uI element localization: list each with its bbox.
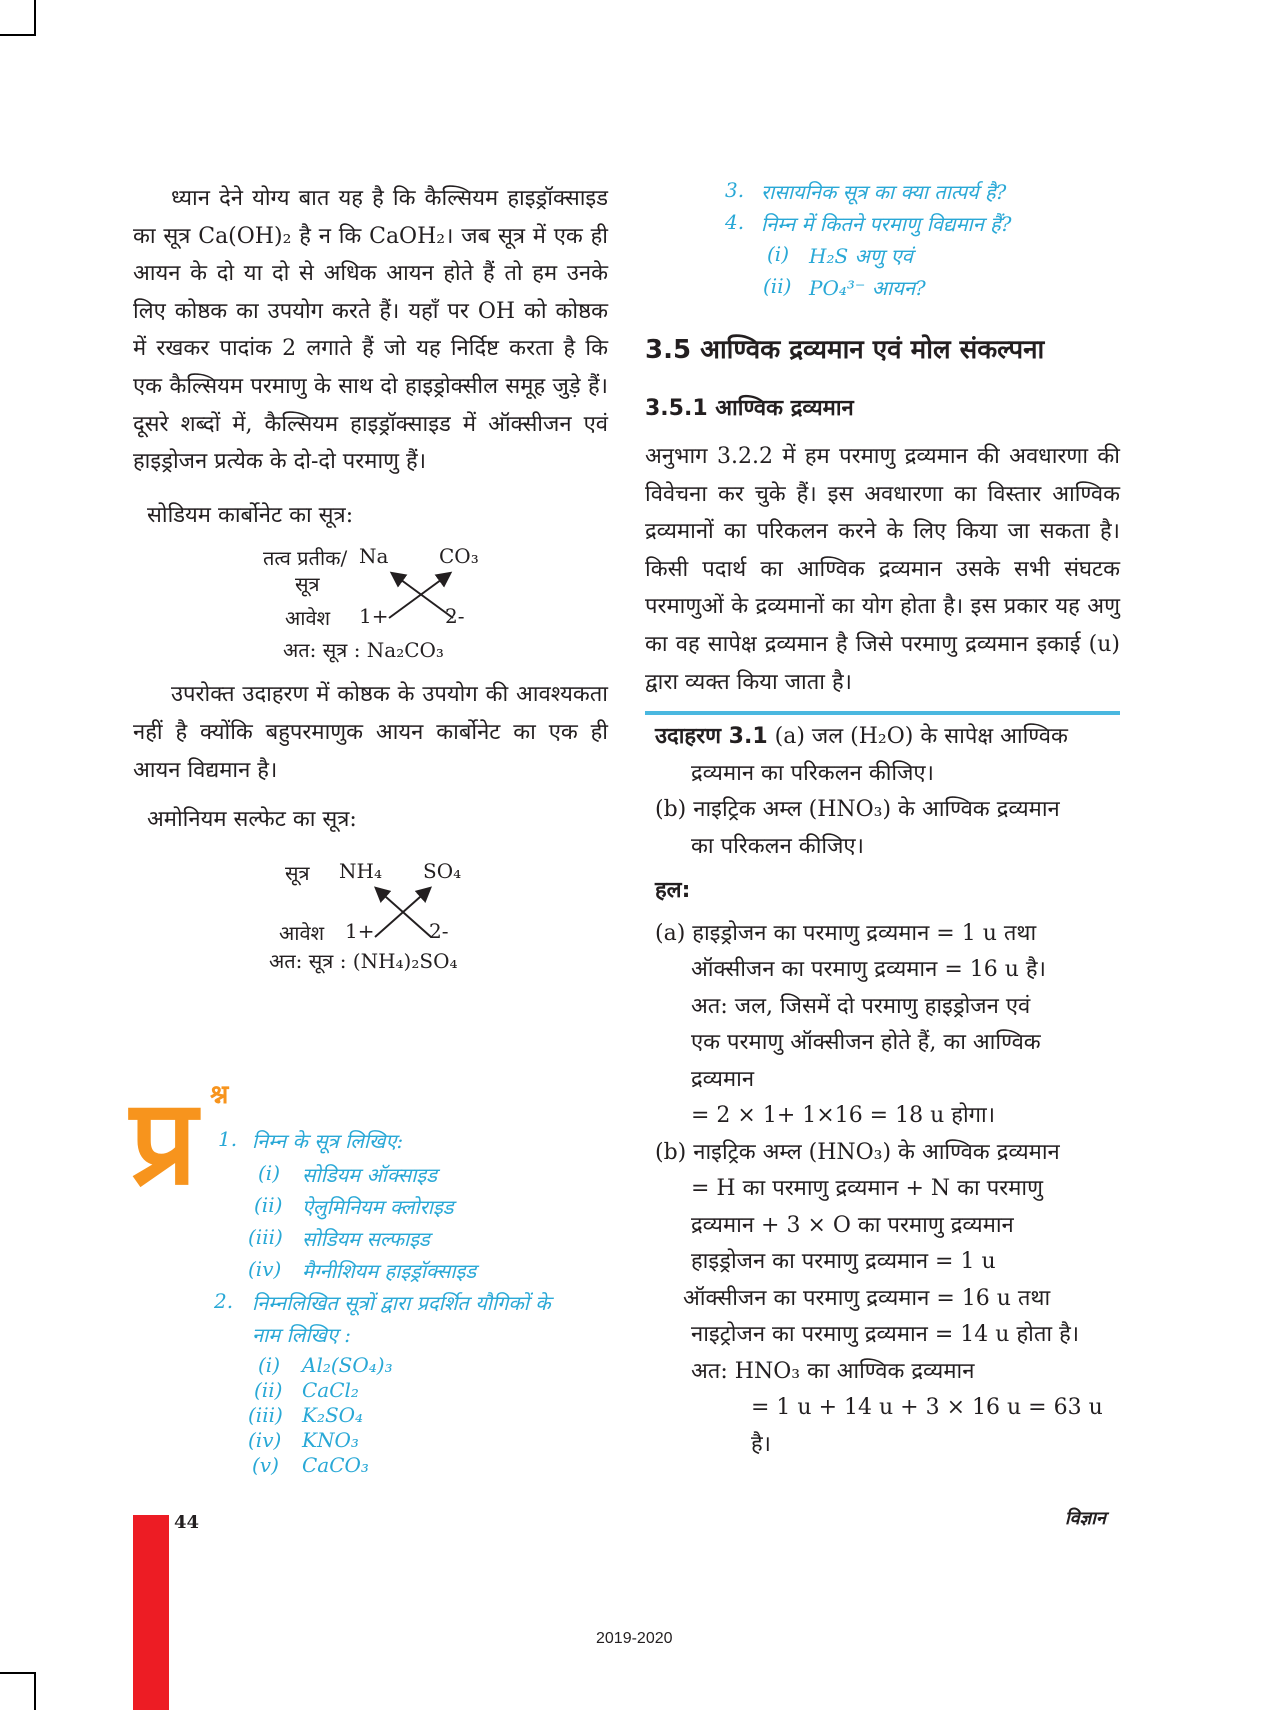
- q1-item-1-text: सोडियम ऑक्साइड: [302, 1163, 437, 1187]
- q2-item-5-text: CaCO₃: [302, 1453, 369, 1477]
- section-heading: 3.5 आण्विक द्रव्यमान एवं मोल संकल्पना: [645, 335, 1045, 365]
- q2-text-2: नाम लिखिए :: [252, 1323, 352, 1347]
- questions-block: [130, 1075, 610, 1475]
- sol-a-line-3: अत: जल, जिसमें दो परमाणु हाइड्रोजन एवं: [691, 993, 1031, 1019]
- right-questions: [645, 178, 1120, 308]
- q1-item-3-text: सोडियम सल्फाइड: [302, 1227, 430, 1251]
- crop-mark-top-h: [0, 34, 36, 36]
- sol-b-line-8: = 1 u + 14 u + 3 × 16 u = 63 u है।: [751, 1395, 1103, 1457]
- sol-b-line-6: नाइट्रोजन का परमाणु द्रव्यमान = 14 u होता है।: [691, 1322, 1080, 1348]
- sol-a-line-6: = 2 × 1+ 1×16 = 18 u होगा।: [691, 1103, 996, 1129]
- ion-co3: CO₃: [439, 544, 479, 569]
- sol-a-line-4: एक परमाणु ऑक्सीजन होते हैं, का आण्विक: [691, 1030, 1041, 1056]
- sol-b-line-7: अत: HNO₃ का आण्विक द्रव्यमान: [691, 1358, 975, 1384]
- sol-a-line-2: ऑक्सीजन का परमाणु द्रव्यमान = 16 u है।: [691, 957, 1046, 983]
- crop-mark-top: [34, 0, 36, 36]
- q4-number: 4.: [725, 210, 745, 234]
- subsection-heading: 3.5.1 आण्विक द्रव्यमान: [645, 396, 854, 421]
- sol-b-line-5: ऑक्सीजन का परमाणु द्रव्यमान = 16 u तथा: [683, 1285, 1051, 1311]
- calcium-hydroxide-paragraph: ध्यान देने योग्य बात यह है कि कैल्सियम हाइड्रॉक्साइड का सूत्र Ca(OH)₂ है न कि CaOH₂। जब सूत्र में एक ही आयन के दो या दो से अधिक आयन होते हैं तो हम उनके लिए कोष्ठक का उपयोग करते हैं। यहाँ पर OH को कोष्ठक में रखकर पादांक 2 लगाते हैं जो यह निर्दिष्ट करता है कि एक कैल्सियम परमाणु के साथ दो हाइड्रोक्सील समूह जुड़े हैं। दूसरे शब्दों में, कैल्सियम हाइड्रॉक्साइड में ऑक्सीजन एवं हाइड्रोजन प्रत्येक के दो-दो परमाणु हैं।: [133, 186, 608, 475]
- sodium-carbonate-result: अत: सूत्र : Na₂CO₃: [283, 638, 444, 663]
- carbonate-paragraph: उपरोक्त उदाहरण में कोष्ठक के उपयोग की आवश्यकता नहीं है क्योंकि बहुपरमाणुक आयन कार्बोनेट का एक ही आयन विद्यमान है।: [133, 682, 608, 783]
- q2-item-5-num: (v): [252, 1453, 279, 1477]
- page-edge-bar: [133, 1515, 169, 1710]
- q3-number: 3.: [725, 178, 745, 202]
- solution-label: हल:: [655, 878, 691, 904]
- formula-label: सूत्र: [285, 860, 310, 885]
- sodium-carbonate-title: सोडियम कार्बोनेट का सूत्र:: [147, 502, 354, 528]
- q1-item-1-num: (i): [258, 1161, 281, 1185]
- q1-item-4-text: मैग्नीशियम हाइड्रॉक्साइड: [302, 1259, 477, 1283]
- crop-mark-bottom-h: [0, 1672, 36, 1674]
- questions-suffix: श्न: [210, 1080, 229, 1110]
- q1-item-4-num: (iv): [248, 1257, 282, 1281]
- q4-text: निम्न में कितने परमाणु विद्यमान हैं?: [761, 212, 1012, 236]
- page-number: 44: [174, 1512, 200, 1533]
- q1-text: निम्न के सूत्र लिखिए:: [252, 1129, 404, 1153]
- q2-item-4-text: KNO₃: [302, 1428, 359, 1452]
- q2-item-2-text: CaCl₂: [302, 1378, 359, 1402]
- charge-co3: 2-: [445, 604, 465, 629]
- cross-arrows-icon: [369, 885, 437, 939]
- ion-na: Na: [359, 544, 389, 569]
- q2-item-3-text: K₂SO₄: [302, 1403, 364, 1427]
- sol-a-line-5: द्रव्यमान: [691, 1066, 755, 1092]
- charge-na: 1+: [359, 604, 389, 629]
- q3-text: रासायनिक सूत्र का क्या तात्पर्य है?: [761, 180, 1007, 204]
- academic-year: 2019-2020: [596, 1630, 673, 1647]
- example-divider: [645, 711, 1120, 715]
- ammonium-sulphate-title: अमोनियम सल्फेट का सूत्र:: [147, 807, 357, 833]
- book-title: विज्ञान: [1065, 1508, 1106, 1529]
- ammonium-sulphate-result: अत: सूत्र : (NH₄)₂SO₄: [269, 948, 458, 973]
- q1-number: 1.: [218, 1127, 238, 1151]
- q2-text: निम्नलिखित सूत्रों द्वारा प्रदर्शित यौगिकों के: [252, 1291, 551, 1315]
- q1-item-2-num: (ii): [254, 1193, 283, 1217]
- q2-item-2-num: (ii): [254, 1378, 283, 1402]
- symbol-label: तत्व प्रतीक/: [263, 546, 348, 571]
- crop-mark-bottom: [34, 1672, 36, 1710]
- q4-item-2-text: PO₄³⁻ आयन?: [809, 276, 926, 300]
- charge-nh4: 1+: [345, 918, 375, 943]
- q1-item-2-text: ऐलुमिनियम क्लोराइड: [302, 1195, 454, 1219]
- sol-a-line-1: (a) हाइड्रोजन का परमाणु द्रव्यमान = 1 u तथा: [655, 920, 1037, 946]
- q1-item-3-num: (iii): [248, 1225, 283, 1249]
- charge-label: आवेश: [279, 920, 325, 945]
- ion-so4: SO₄: [423, 858, 462, 883]
- q4-item-1-text: H₂S अणु एवं: [809, 244, 913, 268]
- example-a: (a) जल (H₂O) के सापेक्ष आण्विक: [774, 724, 1068, 750]
- q2-item-1-num: (i): [258, 1353, 281, 1377]
- example-b: (b) नाइट्रिक अम्ल (HNO₃) के आण्विक द्रव्यमान: [655, 797, 1060, 823]
- sol-b-line-3: द्रव्यमान + 3 × O का परमाणु द्रव्यमान: [691, 1212, 1014, 1238]
- example-label: उदाहरण 3.1: [655, 724, 768, 750]
- q2-item-1-text: Al₂(SO₄)₃: [302, 1353, 393, 1377]
- sol-b-line-1: (b) नाइट्रिक अम्ल (HNO₃) के आण्विक द्रव्यमान: [655, 1139, 1060, 1165]
- molecular-mass-paragraph: अनुभाग 3.2.2 में हम परमाणु द्रव्यमान की अवधारणा की विवेचना कर चुके हैं। इस अवधारणा का विस्तार आण्विक द्रव्यमानों का परिकलन करने के लिए किया जा सकता है। किसी पदार्थ का आण्विक द्रव्यमान उसके सभी संघटक परमाणुओं के द्रव्यमानों का योग होता है। इस प्रकार यह अणु का वह सापेक्ष द्रव्यमान है जिसे परमाणु द्रव्यमान इकाई (u) द्वारा व्यक्त किया जाता है।: [645, 444, 1120, 695]
- example-b-2: का परिकलन कीजिए।: [691, 833, 864, 859]
- right-column: [645, 330, 1120, 1463]
- formula-label: सूत्र: [295, 572, 320, 597]
- q2-item-4-num: (iv): [248, 1428, 282, 1452]
- sol-b-line-2: = H का परमाणु द्रव्यमान + N का परमाणु: [691, 1176, 1043, 1202]
- sol-b-line-4: हाइड्रोजन का परमाणु द्रव्यमान = 1 u: [691, 1249, 996, 1275]
- q2-item-3-num: (iii): [248, 1403, 283, 1427]
- example-block: [645, 719, 1120, 1463]
- example-a-2: द्रव्यमान का परिकलन कीजिए।: [691, 760, 934, 786]
- charge-so4: 2-: [429, 918, 449, 943]
- ion-nh4: NH₄: [339, 858, 382, 883]
- q2-number: 2.: [214, 1289, 234, 1313]
- sodium-carbonate-formula: [133, 534, 608, 684]
- charge-label: आवेश: [285, 606, 331, 631]
- q4-item-2-num: (ii): [763, 274, 792, 298]
- questions-glyph: प्र: [130, 1073, 198, 1211]
- q4-item-1-num: (i): [767, 242, 790, 266]
- left-column: [133, 180, 608, 973]
- ammonium-sulphate-formula: [133, 839, 608, 973]
